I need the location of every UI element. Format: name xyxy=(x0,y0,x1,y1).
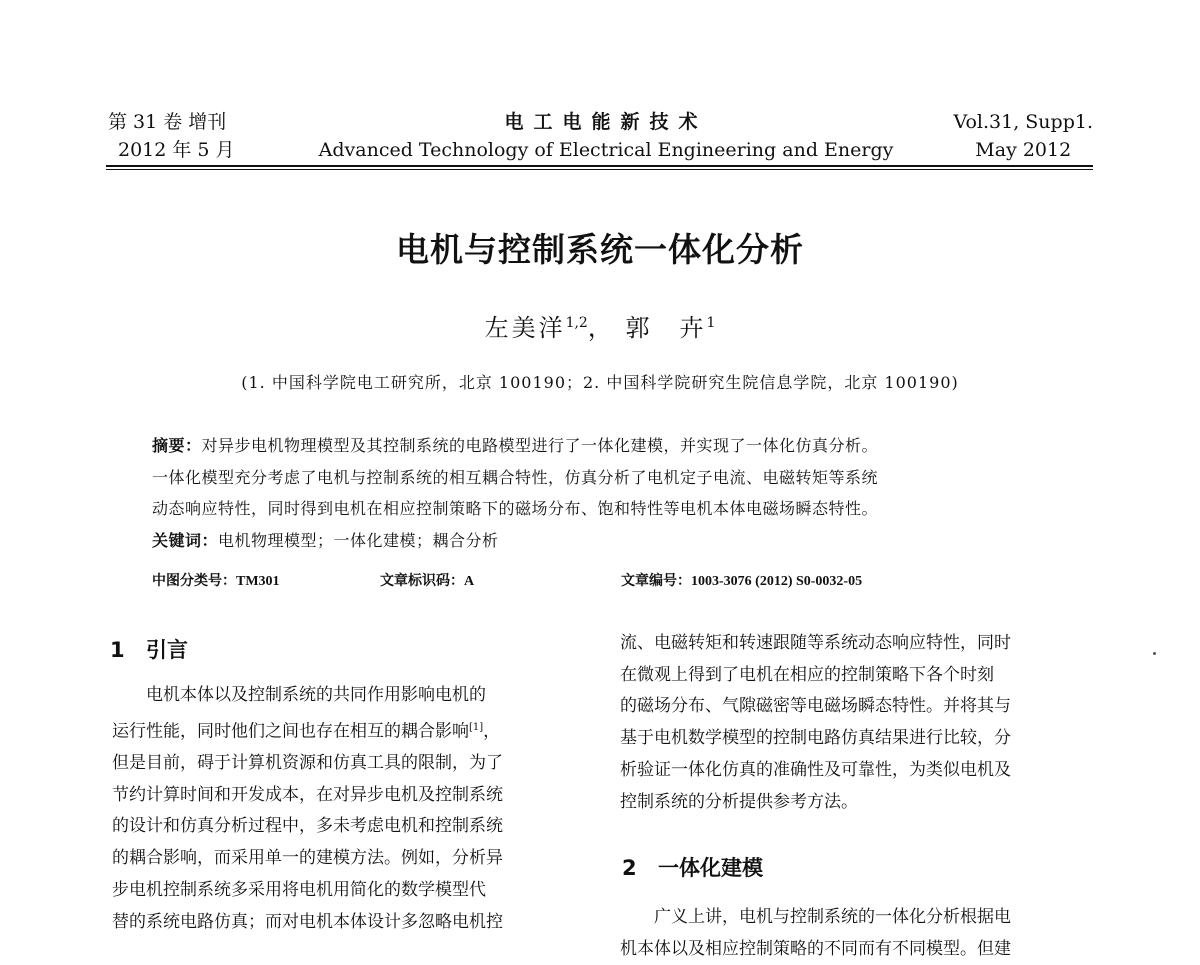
clc-number xyxy=(152,570,280,590)
body-line: 机本体以及相应控制策略的不同而有不同模型。但建 xyxy=(620,938,1011,959)
article-number-value: 1003-3076 (2012) S0-0032-05 xyxy=(691,574,863,589)
clc-value: TM301 xyxy=(236,574,280,589)
header-volume: 第 31 卷 增刊 xyxy=(108,111,227,133)
body-line: 控制系统的分析提供参考方法。 xyxy=(620,791,858,812)
keywords-label: 关键词： xyxy=(152,530,219,550)
abstract-block xyxy=(152,430,1052,556)
section-number: 2 xyxy=(622,856,637,880)
journal-title-cn: 电工电能新技术 xyxy=(504,111,708,133)
body-line: 但是目前，碍于计算机资源和仿真工具的限制，为了 xyxy=(112,753,503,774)
header-date-en: May 2012 xyxy=(975,139,1072,161)
author-affil-mark: 1,2 xyxy=(565,315,588,331)
body-line: 析验证一体化仿真的准确性及可靠性，为类似电机及 xyxy=(620,759,1011,780)
body-line: 的设计和仿真分析过程中，多未考虑电机和控制系统 xyxy=(112,816,503,837)
article-number xyxy=(621,570,862,590)
author-separator: ， xyxy=(587,314,615,342)
keywords-line xyxy=(152,525,1052,557)
body-line: 的耦合影响，而采用单一的建模方法。例如，分析异 xyxy=(112,848,503,869)
body-line: 步电机控制系统多采用将电机用简化的数学模型代 xyxy=(112,879,486,900)
author-list xyxy=(0,308,1200,343)
abstract-line xyxy=(152,430,1052,462)
header-volume-info-en xyxy=(954,108,1094,164)
clc-label: 中图分类号： xyxy=(152,573,236,589)
author-affil-mark: 1 xyxy=(706,315,716,331)
body-line: 的磁场分布、气隙磁密等电磁场瞬态特性。并将其与 xyxy=(620,696,1011,717)
document-code-label: 文章标识码： xyxy=(380,573,464,589)
section-1-heading xyxy=(110,634,188,664)
abstract-label: 摘要： xyxy=(152,436,202,455)
body-line: 替的系统电路仿真；而对电机本体设计多忽略电机控 xyxy=(112,911,503,932)
header-volume-en: Vol.31, Supp1. xyxy=(953,111,1093,133)
section-title: 引言 xyxy=(146,638,188,662)
body-line: 电机本体以及控制系统的共同作用影响电机的 xyxy=(146,685,486,705)
body-line: 广义上讲，电机与控制系统的一体化分析根据电 xyxy=(654,907,1011,927)
abstract-line: 一体化模型充分考虑了电机与控制系统的相互耦合特性，仿真分析了电机定子电流、电磁转矩等系统 xyxy=(152,467,879,487)
body-line: 节约计算时间和开发成本，在对异步电机及控制系统 xyxy=(112,784,503,805)
affiliation: (1. 中国科学院电工研究所，北京 100190；2. 中国科学院研究生院信息学院，北京 100190) xyxy=(241,373,959,392)
header-date: 2012 年 5 月 xyxy=(118,139,235,161)
body-column-right xyxy=(620,628,1090,818)
body-line: 流、电磁转矩和转速跟随等系统动态响应特性，同时 xyxy=(620,633,1011,653)
header-rule xyxy=(106,165,1093,167)
body-line: 基于电机数学模型的控制电路仿真结果进行比较，分 xyxy=(620,728,1011,749)
abstract-text: 对异步电机物理模型及其控制系统的电路模型进行了一体化建模，并实现了一体化仿真分析。 xyxy=(201,436,879,455)
scan-speck xyxy=(1153,652,1156,655)
section-number: 1 xyxy=(110,638,125,662)
keywords-text: 电机物理模型；一体化建模；耦合分析 xyxy=(218,530,499,550)
author-name: 左美洋 xyxy=(484,314,566,342)
header-rule-thin xyxy=(106,169,1093,170)
section-title: 一体化建模 xyxy=(658,856,763,880)
body-column-left xyxy=(112,680,580,938)
body-line: 运行性能，同时他们之间也存在相互的耦合影响[1]， xyxy=(112,721,501,742)
article-number-label: 文章编号： xyxy=(621,573,691,589)
author-name: 郭 卉 xyxy=(625,314,707,342)
paper-title: 电机与控制系统一体化分析 xyxy=(396,230,804,269)
abstract-line: 动态响应特性，同时得到电机在相应控制策略下的磁场分布、饱和特性等电机本体电磁场瞬态特性。 xyxy=(152,499,879,518)
journal-title-en: Advanced Technology of Electrical Engineering and Energy xyxy=(318,139,894,161)
section-2-body xyxy=(620,902,1090,965)
document-code xyxy=(380,570,474,590)
section-2-heading xyxy=(622,852,763,882)
body-line: 在微观上得到了电机在相应的控制策略下各个时刻 xyxy=(620,664,994,685)
document-code-value: A xyxy=(464,574,475,589)
citation-ref: [1] xyxy=(469,721,484,733)
